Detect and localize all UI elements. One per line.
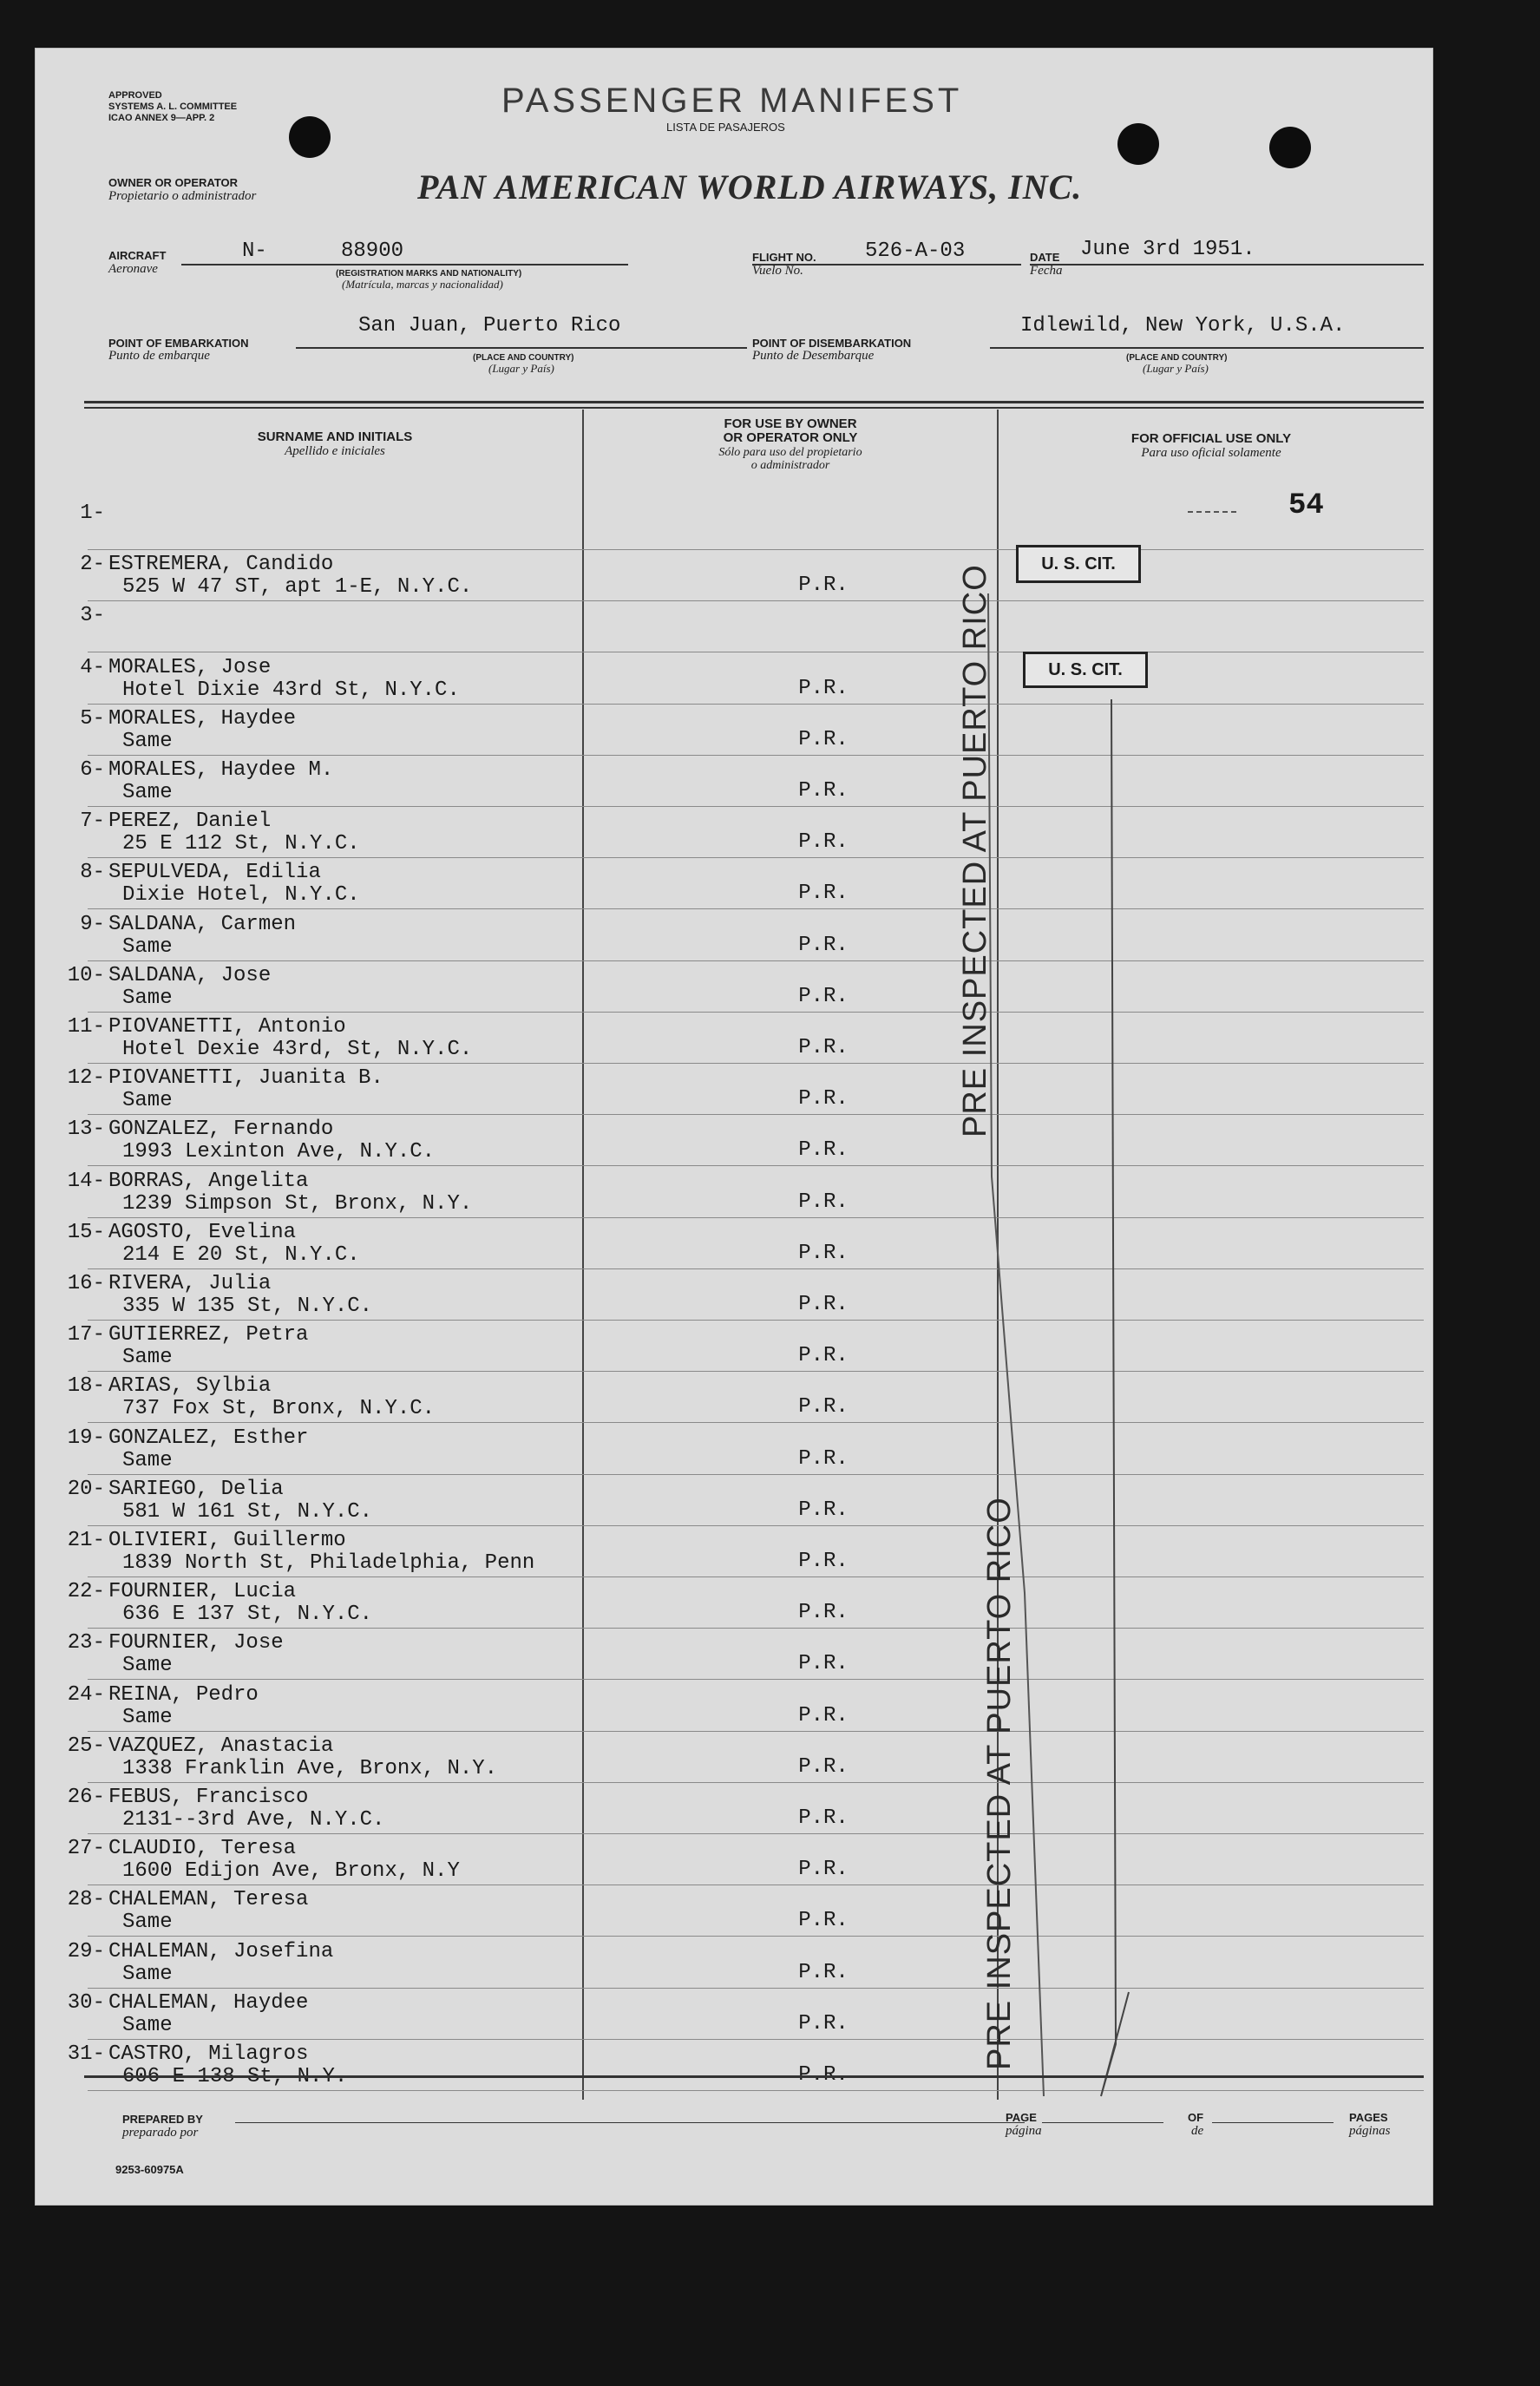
passenger-number: 13-	[67, 1118, 105, 1142]
pages-label: PAGES	[1349, 2111, 1388, 2124]
passenger-number: 22-	[67, 1580, 105, 1604]
underline	[1030, 264, 1424, 265]
underline	[181, 264, 628, 265]
passenger-name: PIOVANETTI, Juanita B.	[108, 1066, 383, 1091]
passenger-address: 1239 Simpson St, Bronx, N.Y.	[122, 1191, 473, 1216]
passenger-number: 5-	[80, 706, 105, 731]
row-rule	[88, 2090, 1424, 2091]
row-rule	[88, 1833, 1424, 1834]
passenger-name: CLAUDIO, Teresa	[108, 1837, 297, 1861]
passenger-name: SEPULVEDA, Edilia	[108, 861, 321, 885]
passenger-address: 1839 North St, Philadelphia, Penn	[122, 1551, 535, 1575]
row-rule	[88, 1474, 1424, 1475]
origin-code: P.R.	[798, 830, 849, 855]
disembarkation-point: Idlewild, New York, U.S.A.	[1020, 314, 1346, 338]
passenger-number: 27-	[67, 1837, 105, 1861]
prepared-by-label-es: preparado por	[122, 2126, 199, 2140]
passenger-name: ARIAS, Sylbia	[108, 1374, 272, 1399]
origin-code: P.R.	[798, 2011, 849, 2035]
form-number: 9253-60975A	[115, 2163, 184, 2176]
origin-code: P.R.	[798, 1652, 849, 1676]
passenger-address: 737 Fox St, Bronx, N.Y.C.	[122, 1397, 436, 1421]
date-label: DATE	[1030, 251, 1060, 264]
approval-note	[108, 90, 237, 124]
prepared-by-label: PREPARED BY	[122, 2113, 203, 2126]
count-dashes	[1188, 511, 1236, 513]
passenger-number: 9-	[80, 912, 105, 936]
passenger-number: 6-	[80, 758, 105, 782]
page-title: PASSENGER MANIFEST	[501, 82, 963, 120]
approval-line: APPROVED	[108, 90, 162, 101]
passenger-address: 636 E 137 St, N.Y.C.	[122, 1603, 373, 1627]
origin-code: P.R.	[798, 1806, 849, 1830]
official-count: 54	[1288, 489, 1324, 522]
origin-code: P.R.	[798, 882, 849, 906]
column-header-owner-es	[584, 446, 997, 472]
row-rule	[88, 1988, 1424, 1989]
origin-code: P.R.	[798, 1858, 849, 1882]
passenger-number: 10-	[67, 963, 105, 987]
row-rule	[88, 755, 1424, 756]
passenger-number: 12-	[67, 1066, 105, 1091]
column-header-owner-es-line: Sólo para uso del propietario	[718, 446, 862, 459]
passenger-address: Hotel Dexie 43rd, St, N.Y.C.	[122, 1038, 473, 1061]
embarkation-label: POINT OF EMBARKATION	[108, 337, 249, 350]
passenger-number: 20-	[67, 1477, 105, 1501]
passenger-name: GUTIERREZ, Petra	[108, 1323, 309, 1347]
origin-code: P.R.	[798, 1190, 849, 1214]
passenger-address: 525 W 47 ST, apt 1-E, N.Y.C.	[122, 575, 473, 600]
passenger-address: 214 E 20 St, N.Y.C.	[122, 1242, 360, 1267]
row-rule	[88, 1268, 1424, 1269]
passenger-number: 30-	[67, 1990, 105, 2015]
passenger-number: 3-	[80, 604, 105, 628]
passenger-address: 25 E 112 St, N.Y.C.	[122, 832, 360, 856]
row-rule	[88, 549, 1424, 550]
origin-code: P.R.	[798, 574, 849, 598]
passenger-number: 7-	[80, 810, 105, 834]
column-header-surname: SURNAME AND INITIALS	[257, 429, 413, 444]
passenger-number: 25-	[67, 1734, 105, 1758]
passenger-number: 11-	[67, 1015, 105, 1039]
embarkation-label-es: Punto de embarque	[108, 349, 210, 363]
column-header-owner-line: FOR USE BY OWNER	[724, 416, 857, 431]
passenger-name: REINA, Pedro	[108, 1682, 259, 1707]
airline-name: PAN AMERICAN WORLD AIRWAYS, INC.	[417, 167, 1083, 206]
table-top-rule	[84, 401, 1424, 403]
manifest-sheet	[35, 48, 1433, 2206]
page-title-es: LISTA DE PASAJEROS	[666, 121, 785, 134]
place-note: (PLACE AND COUNTRY)	[1126, 353, 1228, 363]
row-rule	[88, 806, 1424, 807]
origin-code: P.R.	[798, 1498, 849, 1522]
origin-code: P.R.	[798, 1446, 849, 1471]
owner-label-es: Propietario o administrador	[108, 189, 257, 203]
of-label-es: de	[1191, 2124, 1204, 2138]
passenger-address: Dixie Hotel, N.Y.C.	[122, 883, 360, 908]
column-header-surname-es: Apellido e iniciales	[285, 444, 385, 458]
row-rule	[88, 1936, 1424, 1937]
passenger-address: Same	[122, 986, 173, 1010]
passenger-number: 23-	[67, 1631, 105, 1655]
row-rule	[88, 2039, 1424, 2040]
passenger-name: CHALEMAN, Haydee	[108, 1990, 309, 2015]
punch-hole	[1269, 127, 1311, 168]
passenger-name: CASTRO, Milagros	[108, 2042, 309, 2066]
row-rule	[88, 1679, 1424, 1680]
passenger-number: 28-	[67, 1888, 105, 1912]
passenger-name: BORRAS, Angelita	[108, 1169, 309, 1193]
place-note: (PLACE AND COUNTRY)	[473, 353, 574, 363]
passenger-number: 26-	[67, 1786, 105, 1809]
approval-line: ICAO ANNEX 9—APP. 2	[108, 113, 215, 123]
row-rule	[88, 1165, 1424, 1166]
passenger-name: SALDANA, Jose	[108, 963, 272, 987]
passenger-address: Same	[122, 1346, 173, 1370]
column-header-official-es: Para uso oficial solamente	[1141, 446, 1281, 460]
passenger-address: Hotel Dixie 43rd St, N.Y.C.	[122, 678, 460, 702]
row-rule	[88, 1782, 1424, 1783]
passenger-address: 606 E 138 St, N.Y.	[122, 2065, 348, 2088]
row-rule	[88, 1063, 1424, 1064]
passenger-name: CHALEMAN, Teresa	[108, 1888, 309, 1912]
flight-label: FLIGHT NO.	[752, 251, 816, 264]
place-note-es: (Lugar y País)	[488, 362, 554, 375]
passenger-name: SALDANA, Carmen	[108, 912, 297, 936]
passenger-number: 4-	[80, 655, 105, 679]
punch-hole	[289, 116, 331, 158]
passenger-number: 31-	[67, 2042, 105, 2066]
passenger-name: RIVERA, Julia	[108, 1272, 272, 1295]
passenger-address: Same	[122, 1089, 173, 1113]
passenger-name: ESTREMERA, Candido	[108, 553, 334, 577]
place-note-es: (Lugar y País)	[1143, 362, 1209, 375]
passenger-address: Same	[122, 1705, 173, 1729]
us-citizen-stamp: U. S. CIT.	[1023, 652, 1148, 688]
disembarkation-label-es: Punto de Desembarque	[752, 349, 875, 363]
passenger-name: MORALES, Haydee M.	[108, 758, 334, 782]
passenger-name: FOURNIER, Lucia	[108, 1580, 297, 1604]
of-line	[1212, 2122, 1334, 2123]
passenger-name: SARIEGO, Delia	[108, 1477, 284, 1501]
row-rule	[88, 1525, 1424, 1526]
page-label-es: página	[1006, 2124, 1042, 2138]
passenger-name: PIOVANETTI, Antonio	[108, 1015, 346, 1039]
aircraft-label: AIRCRAFT	[108, 249, 167, 262]
column-divider	[582, 410, 584, 2100]
passenger-name: MORALES, Jose	[108, 655, 272, 679]
row-rule	[88, 1371, 1424, 1372]
origin-code: P.R.	[798, 1344, 849, 1368]
passenger-address: Same	[122, 729, 173, 753]
table-bottom-rule	[84, 2075, 1424, 2078]
passenger-number: 29-	[67, 1939, 105, 1963]
row-rule	[88, 600, 1424, 601]
punch-hole	[1117, 123, 1159, 165]
origin-code: P.R.	[798, 1036, 849, 1059]
passenger-name: AGOSTO, Evelina	[108, 1220, 297, 1244]
row-rule	[88, 1731, 1424, 1732]
passenger-name: MORALES, Haydee	[108, 706, 297, 731]
origin-code: P.R.	[798, 779, 849, 803]
passenger-number: 19-	[67, 1426, 105, 1450]
flight-label-es: Vuelo No.	[752, 264, 803, 278]
underline	[990, 347, 1424, 349]
origin-code: P.R.	[798, 1960, 849, 1984]
passenger-number: 2-	[80, 553, 105, 577]
passenger-address: Same	[122, 1911, 173, 1935]
origin-code: P.R.	[798, 1395, 849, 1419]
underline	[296, 347, 747, 349]
passenger-name: GONZALEZ, Fernando	[108, 1118, 334, 1142]
passenger-address: Same	[122, 781, 173, 804]
aircraft-prefix: N-	[242, 239, 267, 263]
passenger-address: 335 W 135 St, N.Y.C.	[122, 1295, 373, 1318]
row-rule	[88, 908, 1424, 909]
embarkation-point: San Juan, Puerto Rico	[358, 314, 621, 338]
aircraft-label-es: Aeronave	[108, 262, 158, 276]
passenger-address: 1338 Franklin Ave, Bronx, N.Y.	[122, 1756, 498, 1780]
passenger-address: 2131--3rd Ave, N.Y.C.	[122, 1808, 385, 1832]
passenger-address: Same	[122, 1962, 173, 1986]
row-rule	[88, 857, 1424, 858]
origin-code: P.R.	[798, 1754, 849, 1779]
underline	[752, 264, 1021, 265]
registration-note-es: (Matrícula, marcas y nacionalidad)	[342, 278, 503, 291]
passenger-address: Same	[122, 2013, 173, 2037]
date-label-es: Fecha	[1030, 264, 1063, 278]
row-rule	[88, 1114, 1424, 1115]
origin-code: P.R.	[798, 1601, 849, 1625]
passenger-number: 24-	[67, 1682, 105, 1707]
passenger-name: OLIVIERI, Guillermo	[108, 1529, 346, 1552]
row-rule	[88, 1217, 1424, 1218]
preinspected-stamp: PRE INSPECTED AT PUERTO RICO	[957, 564, 993, 1137]
origin-code: P.R.	[798, 727, 849, 751]
passenger-name: FEBUS, Francisco	[108, 1786, 309, 1809]
aircraft-registration: 88900	[341, 239, 404, 263]
origin-code: P.R.	[798, 933, 849, 957]
passenger-address: 1600 Edijon Ave, Bronx, N.Y	[122, 1859, 460, 1884]
origin-code: P.R.	[798, 1909, 849, 1933]
column-header-official: FOR OFFICIAL USE ONLY	[1130, 431, 1292, 446]
origin-code: P.R.	[798, 1138, 849, 1163]
passenger-address: Same	[122, 1448, 173, 1472]
row-rule	[88, 1576, 1424, 1577]
passenger-number: 21-	[67, 1529, 105, 1552]
row-rule	[88, 704, 1424, 705]
passenger-number: 15-	[67, 1220, 105, 1244]
prepared-by-line	[235, 2122, 1025, 2123]
passenger-name: FOURNIER, Jose	[108, 1631, 284, 1655]
page-label: PAGE	[1006, 2111, 1037, 2124]
passenger-number: 16-	[67, 1272, 105, 1295]
passenger-address: 581 W 161 St, N.Y.C.	[122, 1499, 373, 1524]
flight-number: 526-A-03	[865, 239, 966, 263]
owner-label: OWNER OR OPERATOR	[108, 176, 239, 189]
flight-date: June 3rd 1951.	[1080, 238, 1255, 261]
column-header-owner-line: OR OPERATOR ONLY	[723, 430, 858, 445]
row-rule	[88, 1012, 1424, 1013]
passenger-number: 14-	[67, 1169, 105, 1193]
passenger-name: PEREZ, Daniel	[108, 810, 272, 834]
page-line	[1042, 2122, 1163, 2123]
origin-code: P.R.	[798, 1087, 849, 1111]
column-header-owner-es-line: o administrador	[750, 459, 830, 472]
of-label: OF	[1188, 2111, 1204, 2124]
passenger-name: VAZQUEZ, Anastacia	[108, 1734, 334, 1758]
us-citizen-stamp: U. S. CIT.	[1016, 545, 1141, 583]
origin-code: P.R.	[798, 984, 849, 1008]
passenger-number: 8-	[80, 861, 105, 885]
passenger-address: 1993 Lexinton Ave, N.Y.C.	[122, 1140, 436, 1164]
passenger-number: 18-	[67, 1374, 105, 1399]
table-top-rule	[84, 407, 1424, 409]
row-rule	[88, 1320, 1424, 1321]
row-rule	[88, 1422, 1424, 1423]
disembarkation-label: POINT OF DISEMBARKATION	[752, 337, 912, 350]
passenger-number: 1-	[80, 501, 105, 525]
origin-code: P.R.	[798, 676, 849, 700]
column-header-owner	[584, 417, 997, 445]
origin-code: P.R.	[798, 1703, 849, 1727]
registration-note: (REGISTRATION MARKS AND NATIONALITY)	[336, 269, 522, 279]
preinspected-stamp: PRE INSPECTED AT PUERTO RICO	[981, 1497, 1018, 2070]
passenger-number: 17-	[67, 1323, 105, 1347]
origin-code: P.R.	[798, 1550, 849, 1573]
passenger-name: GONZALEZ, Esther	[108, 1426, 309, 1450]
origin-code: P.R.	[798, 1293, 849, 1316]
origin-code: P.R.	[798, 2063, 849, 2087]
passenger-address: Same	[122, 934, 173, 959]
passenger-address: Same	[122, 1654, 173, 1678]
row-rule	[88, 1628, 1424, 1629]
passenger-name: CHALEMAN, Josefina	[108, 1939, 334, 1963]
row-rule	[88, 960, 1424, 961]
pages-label-es: páginas	[1349, 2124, 1391, 2138]
origin-code: P.R.	[798, 1241, 849, 1265]
approval-line: SYSTEMS A. L. COMMITTEE	[108, 102, 238, 112]
